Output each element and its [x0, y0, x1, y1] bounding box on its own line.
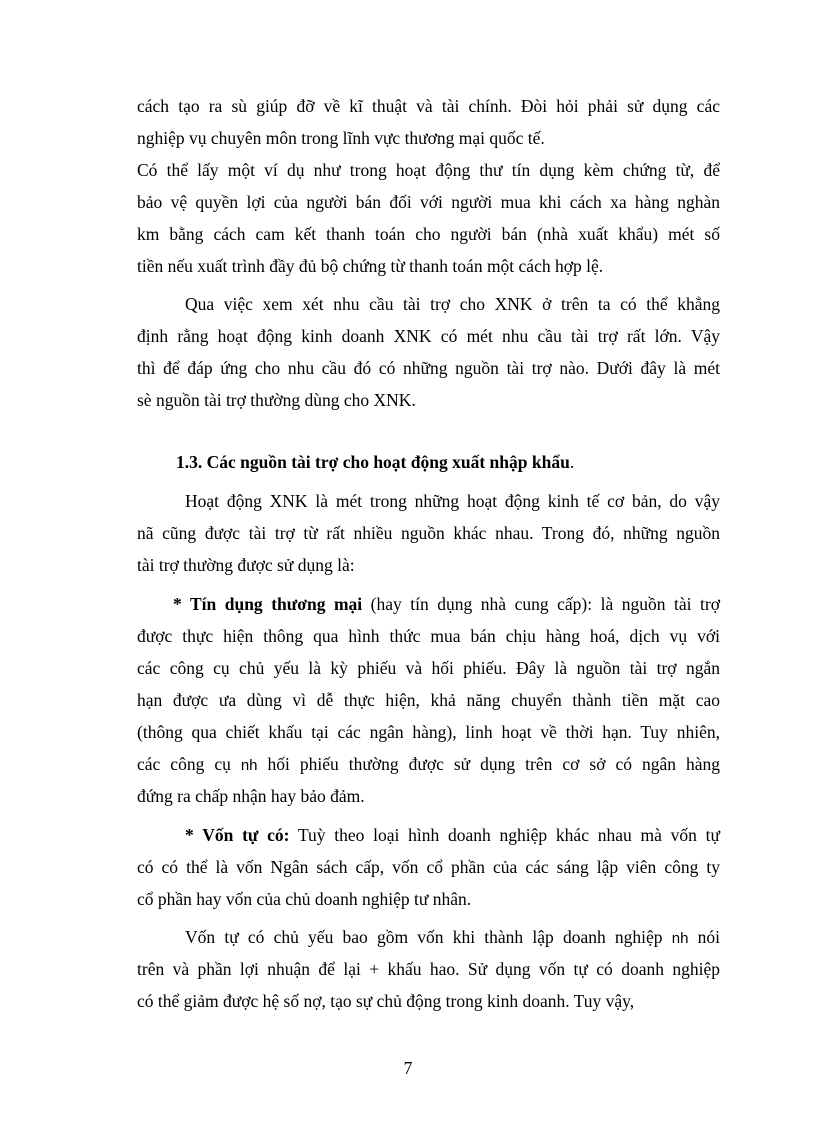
line-text: nói [688, 927, 720, 947]
paragraph-line [137, 753, 720, 777]
section-heading [176, 451, 574, 473]
paragraph-line [185, 926, 720, 950]
paragraph-line: (thông qua chiết khấu tại các ngân hàng), linh hoạt về thời hạn. Tuy nhiên, [137, 722, 720, 742]
heading-period: . [569, 452, 575, 472]
paragraph-line: được thực hiện thông qua hình thức mua bán chịu hàng hoá, dịch vụ với [137, 626, 720, 646]
paragraph-line: tiền nếu xuất trình đầy đủ bộ chứng từ thanh toán một cách hợp lệ. [137, 256, 604, 276]
paragraph-line: bảo vệ quyền lợi của người bán đối với người mua khi cách xa hàng nghàn [137, 192, 720, 212]
line-text: Vốn tự có chủ yếu bao gồm vốn khi thành lập doanh nghiệp [185, 927, 672, 947]
paragraph-line: sè nguồn tài trợ thường dùng cho XNK. [137, 390, 416, 410]
paragraph-line [185, 824, 720, 846]
line-text: Tuỳ theo loại hình doanh nghiệp khác nhau mà vốn tự [289, 825, 720, 845]
paragraph-line: định rằng hoạt động kinh doanh XNK có mét nhu cầu tài trợ rất lớn. Vậy [137, 326, 720, 346]
paragraph-line: Hoạt động XNK là mét trong những hoạt động kinh tế cơ bản, do vậy [185, 491, 720, 511]
paragraph-line: tài trợ thường được sử dụng là: [137, 555, 355, 575]
paragraph-line: km bằng cách cam kết thanh toán cho người bán (nhà xuất khẩu) mét số [137, 224, 720, 244]
term-bold: * Vốn tự có: [185, 825, 290, 845]
line-text-small: nh [240, 757, 258, 774]
paragraph-line: nghiệp vụ chuyên môn trong lĩnh vực thương mại quốc tế. [137, 128, 545, 148]
line-text: hối phiếu thường được sử dụng trên cơ sở có ngân hàng [257, 754, 720, 774]
paragraph-line: cách tạo ra sù giúp đỡ về kĩ thuật và tài chính. Đòi hỏi phải sử dụng các [137, 96, 720, 116]
section-heading-text: 1.3. Các nguồn tài trợ cho hoạt động xuất nhập khẩu [176, 452, 570, 472]
paragraph-line: thì để đáp ứng cho nhu cầu đó có những nguồn tài trợ nào. Dưới đây là mét [137, 358, 720, 378]
paragraph-line: hạn được ưa dùng vì dễ thực hiện, khả năng chuyển thành tiền mặt cao [137, 690, 720, 710]
term-bold: * Tín dụng thương mại [173, 594, 363, 614]
paragraph-line: Có thể lấy một ví dụ như trong hoạt động thư tín dụng kèm chứng từ, để [137, 160, 720, 180]
paragraph-line: trên và phần lợi nhuận để lại + khấu hao. Sử dụng vốn tự có doanh nghiệp [137, 959, 720, 979]
paragraph-line: Qua việc xem xét nhu cầu tài trợ cho XNK ở trên ta có thể khẳng [185, 294, 720, 314]
paragraph-line [173, 593, 720, 615]
paragraph-line: các công cụ chủ yếu là kỳ phiếu và hối phiếu. Đây là nguồn tài trợ ngắn [137, 658, 720, 678]
line-text: (hay tín dụng nhà cung cấp): là nguồn tài trợ [362, 594, 720, 614]
paragraph-line: có có thể là vốn Ngân sách cấp, vốn cổ phần của các sáng lập viên công ty [137, 857, 720, 877]
paragraph-line: cổ phần hay vốn của chủ doanh nghiệp tư nhân. [137, 889, 472, 909]
line-text: các công cụ [137, 754, 241, 774]
paragraph-line: có thể giảm được hệ số nợ, tạo sự chủ động trong kinh doanh. Tuy vậy, [137, 991, 635, 1011]
paragraph-line: nã cũng được tài trợ từ rất nhiều nguồn khác nhau. Trong đó, những nguồn [137, 523, 720, 543]
paragraph-line: đứng ra chấp nhận hay bảo đảm. [137, 786, 365, 806]
page-number: 7 [403, 1058, 413, 1078]
line-text-small: nh [671, 930, 689, 947]
